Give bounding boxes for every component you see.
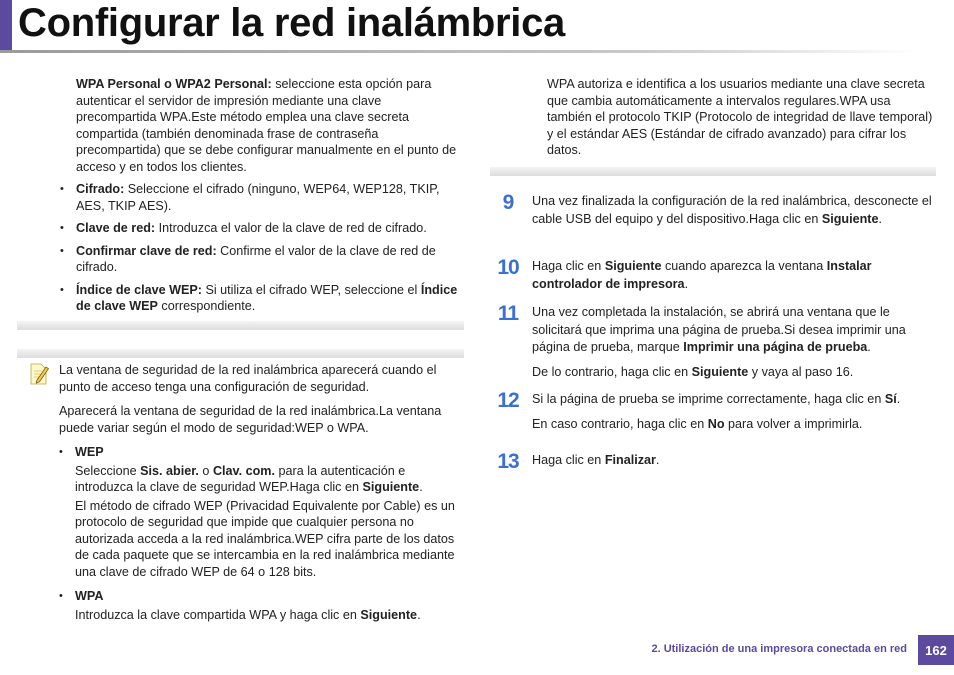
step-text: Una vez finalizada la configuración de la red inalámbrica, desconecte el cable USB del equipo y del dispositivo.Haga clic en Siguiente. xyxy=(532,194,932,226)
chapter-side-tab xyxy=(0,0,12,52)
note-content xyxy=(59,362,464,623)
step-text: Haga clic en Finalizar. xyxy=(532,453,660,467)
page-title: Configurar la red inalámbrica xyxy=(18,1,566,45)
section-divider-right xyxy=(490,167,936,176)
wep-instructions: Seleccione Sis. abier. o Clav. com. para la autenticación e introduzca la clave de seguridad WEP.Haga clic en Siguiente. xyxy=(75,463,423,494)
wep-label: WEP xyxy=(75,445,104,459)
wep-description: El método de cifrado WEP (Privacidad Equivalente por Cable) es un protocolo de seguridad que impide que cualquier persona no autorizada acceda a la red inalámbrica.WEP cifra parte de los datos de cada paquete que se intercambia en la red inalámbrica mediante una clave de cifrado WEP de 64 o 128 bits. xyxy=(75,498,455,579)
step-text: Si la página de prueba se imprime correctamente, haga clic en Sí. En caso contrario, haga clic en No para volver a imprimirla. xyxy=(532,392,901,431)
note-bullet-wep xyxy=(59,444,464,580)
note-bullet-wpa xyxy=(59,588,464,623)
note-paragraph-2: Aparecerá la ventana de seguridad de la red inalámbrica.La ventana puede variar según el modo de seguridad:WEP o WPA. xyxy=(59,404,442,435)
step-number: 11 xyxy=(497,302,519,325)
wpa-instructions: Introduzca la clave compartida WPA y haga clic en Siguiente. xyxy=(75,607,421,622)
step-text: Una vez completada la instalación, se abrirá una ventana que le solicitará que imprima una página de prueba.Si desea imprimir una página de prueba, marque Imprimir una página de prueba. De lo contrario, haga clic en Siguiente y vaya al paso 16. xyxy=(532,305,906,379)
bullet-indice-wep: • Índice de clave WEP: Si utiliza el cifrado WEP, seleccione el Índice de clave WEP correspondiente. xyxy=(60,282,465,315)
wpa-label: WPA xyxy=(75,589,104,603)
bullet-confirmar-clave: • Confirmar clave de red: Confirme el valor de la clave de red de cifrado. xyxy=(60,243,465,276)
left-column xyxy=(60,76,465,315)
footer-chapter-title: 2. Utilización de una impresora conectada en red xyxy=(651,643,907,655)
step-number: 9 xyxy=(502,191,514,214)
note-pencil-icon xyxy=(26,362,50,386)
section-divider-left-1 xyxy=(17,321,464,330)
step-number: 12 xyxy=(497,389,519,412)
wpa-description-paragraph: WPA autoriza e identifica a los usuarios mediante una clave secreta que cambia automáticamente a intervalos regulares.WPA usa también el protocolo TKIP (Protocolo de integridad de llave temporal) y el estándar AES (Estándar de cifrado avanzado) para cifrar los datos. xyxy=(547,77,933,157)
page-number: 162 xyxy=(918,635,954,665)
step-number: 13 xyxy=(497,450,519,473)
bullet-cifrado: • Cifrado: Seleccione el cifrado (ninguno, WEP64, WEP128, TKIP, AES, TKIP AES). xyxy=(60,181,465,214)
step-number: 10 xyxy=(497,256,519,279)
section-divider-left-2 xyxy=(17,349,464,358)
title-underline xyxy=(0,50,918,53)
note-paragraph-1: La ventana de seguridad de la red inalámbrica aparecerá cuando el punto de acceso tenga una configuración de seguridad. xyxy=(59,363,437,394)
bullet-clave-de-red: • Clave de red: Introduzca el valor de la clave de red de cifrado. xyxy=(60,220,465,237)
wpa-personal-paragraph: WPA Personal o WPA2 Personal: seleccione esta opción para autenticar el servidor de impresión mediante una clave precompartida WPA.Este método emplea una clave secreta compartida (también denominada frase de contraseña precompartida) que se debe configurar manualmente en el punto de acceso y en todos los clientes. xyxy=(76,77,457,174)
step-text: Haga clic en Siguiente cuando aparezca la ventana Instalar controlador de impresora. xyxy=(532,259,872,291)
